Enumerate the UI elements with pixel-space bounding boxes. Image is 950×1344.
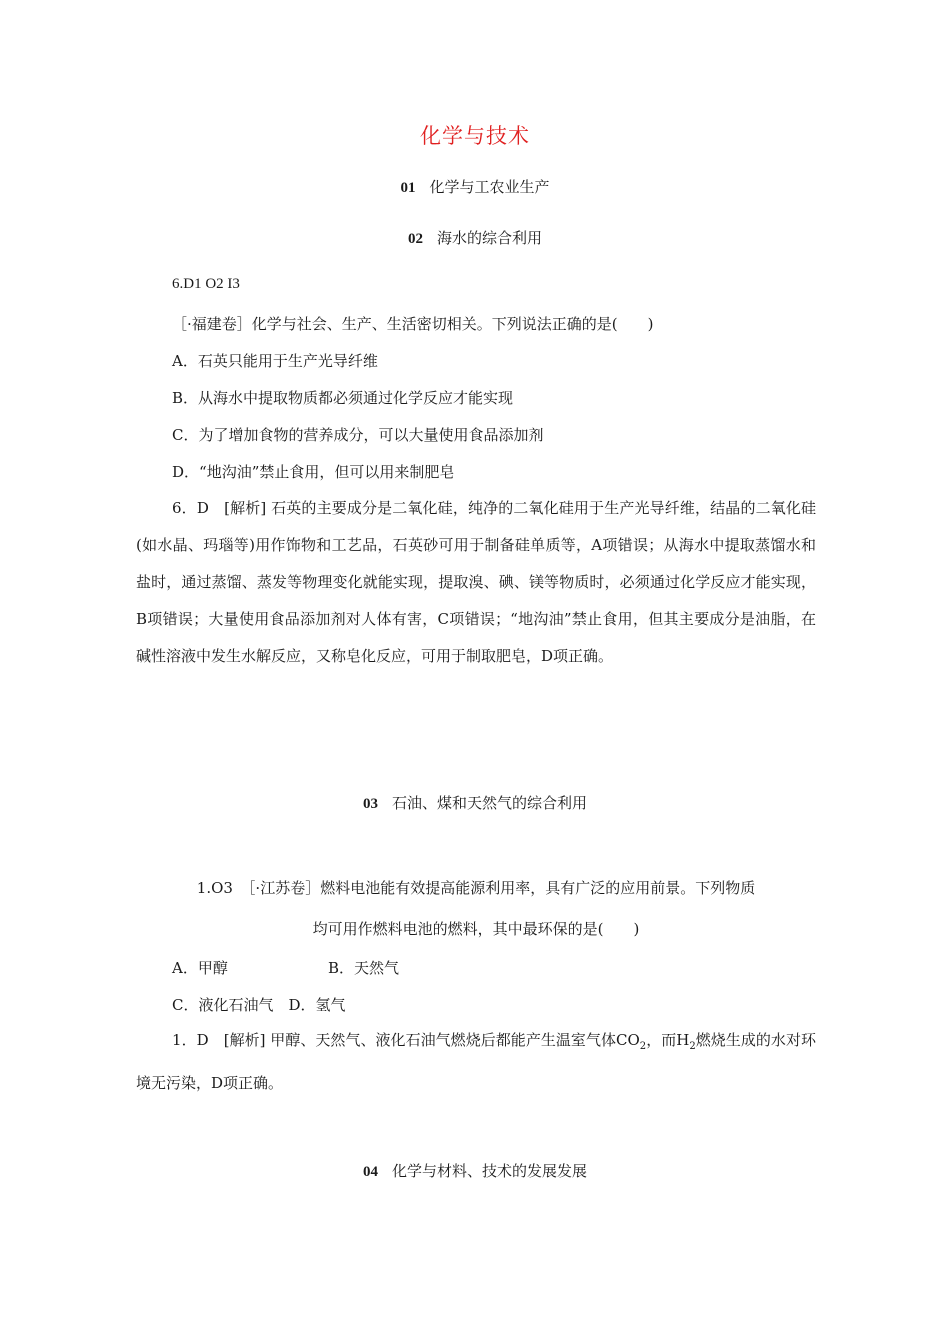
- option-c-d: C．液化石油气 D．氢气: [172, 996, 346, 1014]
- answer-explanation: [136, 1022, 816, 1102]
- section-number: 02: [407, 231, 423, 247]
- option-b: B．天然气: [328, 959, 400, 977]
- answer-text-pre: 1．D [解析] 甲醇、天然气、液化石油气燃烧后都能产生温室气体CO: [172, 1031, 640, 1049]
- question-stem-line-2: 均可用作燃料电池的燃料，其中最环保的是( ): [312, 920, 640, 938]
- option-a: A．甲醇: [172, 959, 228, 977]
- section-title: 化学与材料、技术的发展发展: [391, 1162, 587, 1180]
- section-number: 04: [362, 1164, 378, 1180]
- section-heading-01: [0, 176, 950, 197]
- section-number: 01: [400, 180, 416, 196]
- answer-explanation: [136, 490, 816, 675]
- section-number: 03: [362, 796, 378, 812]
- section-heading-02: [0, 227, 950, 248]
- question-stem: ［·福建卷］化学与社会、生产、生活密切相关。下列说法正确的是( ): [172, 315, 654, 333]
- section-heading-04: [0, 1160, 950, 1181]
- question-code: 6.D1 O2 I3: [172, 276, 240, 292]
- document-title: 化学与技术: [420, 124, 530, 148]
- option-a: A．石英只能用于生产光导纤维: [172, 352, 378, 370]
- section-heading-03: [0, 792, 950, 813]
- subscript: 2: [689, 1041, 696, 1052]
- section-title: 化学与工农业生产: [429, 178, 550, 196]
- section-title: 石油、煤和天然气的综合利用: [391, 794, 587, 812]
- subscript: 2: [639, 1041, 647, 1052]
- answer-text-post: 燃烧生成的水对环境无污染，D项正确。: [136, 1031, 816, 1092]
- option-c: C．为了增加食物的营养成分，可以大量使用食品添加剂: [172, 426, 544, 444]
- answer-text: 6．D [解析] 石英的主要成分是二氧化硅，纯净的二氧化硅用于生产光导纤维，结晶的二氧化硅(如水晶、玛瑙等)用作饰物和工艺品，石英砂可用于制备硅单质等，A项错误；从海水中提取蒸馏水和盐时，通过蒸馏、蒸发等物理变化就能实现，提取溴、碘、镁等物质时，必须通过化学反应才能实现，B项错误；大量使用食品添加剂对人体有害，C项错误；“地沟油”禁止食用，但其主要成分是油脂，在碱性溶液中发生水解反应，又称皂化反应，可用于制取肥皂，D项正确。: [136, 499, 816, 665]
- option-b: B．从海水中提取物质都必须通过化学反应才能实现: [172, 389, 514, 407]
- answer-text-mid: ，而H: [646, 1031, 690, 1049]
- question-stem: [136, 868, 816, 950]
- question-stem-line-1: 1.O3 ［·江苏卷］燃料电池能有效提高能源利用率，具有广泛的应用前景。下列物质: [196, 879, 756, 897]
- section-title: 海水的综合利用: [436, 229, 542, 247]
- option-d: D．“地沟油”禁止食用，但可以用来制肥皂: [172, 463, 455, 481]
